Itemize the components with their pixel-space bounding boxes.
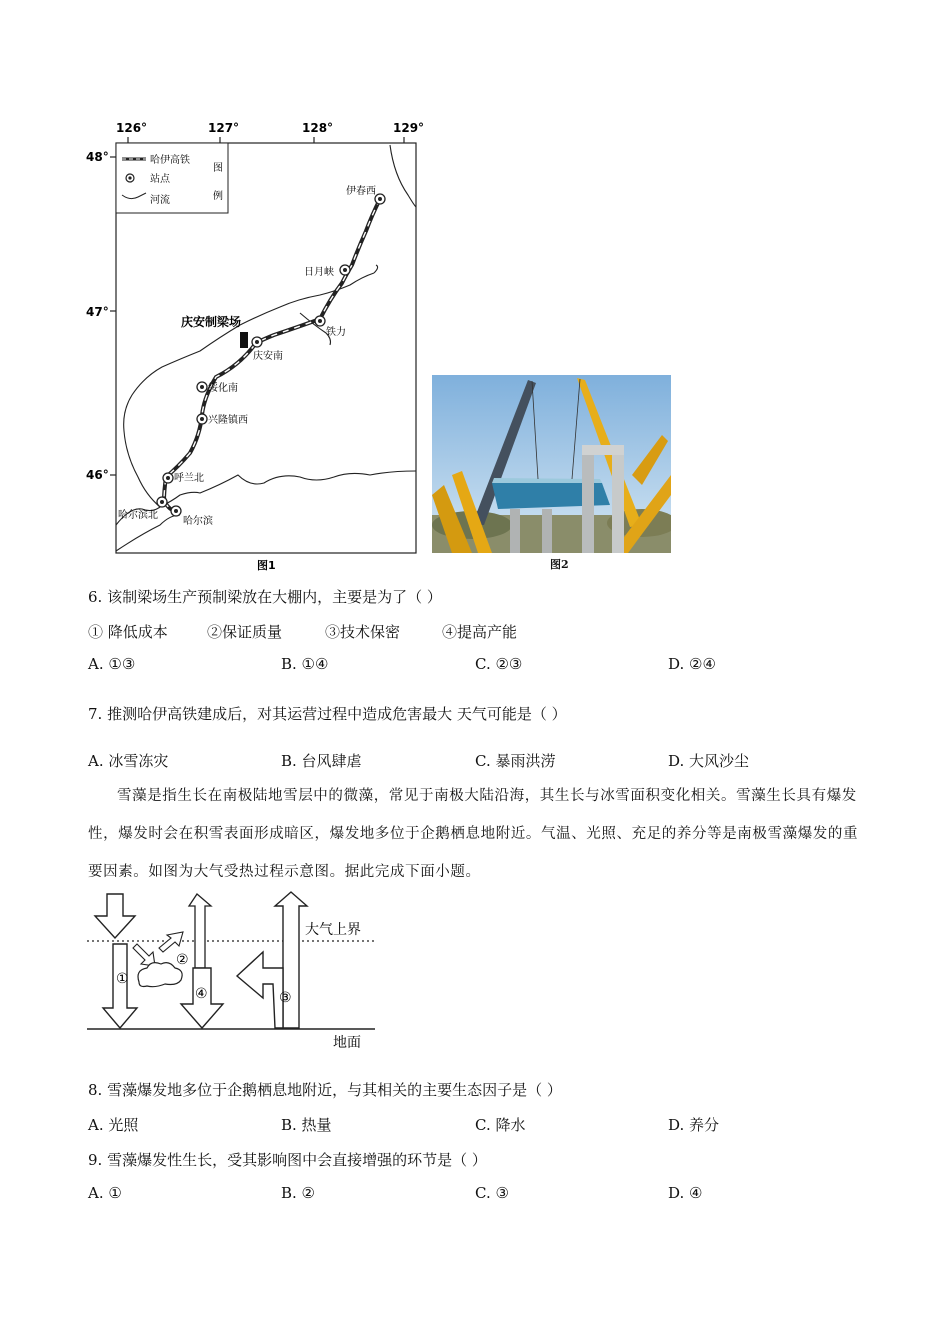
marker-1: ① (116, 971, 129, 987)
legend-station: 站点 (150, 174, 170, 185)
q9-option-d[interactable]: D. ④ (668, 1184, 703, 1202)
crane-photo (432, 375, 671, 553)
lat-tick-48: 48° (86, 150, 109, 164)
passage: 雪藻是指生长在南极陆地雪层中的微藻，常见于南极大陆沿海，其生长与冰雪面积变化相关。雪藻生长具有爆发性，爆发时会在积雪表面形成暗区，爆发地多位于企鹅栖息地附近。气温、光照、充足的养分等是南极雪藻爆发的重要因素。如图为大气受热过程示意图。据此完成下面小题。 (88, 788, 859, 880)
diagram-ground-label: 地面 (333, 1035, 361, 1051)
station-haerbin: 哈尔滨 (183, 516, 213, 527)
q6-item-1: ① 降低成本 (88, 623, 168, 641)
plant-label: 庆安制梁场 (181, 315, 242, 329)
q7-option-b[interactable]: B. 台风肆虐 (281, 752, 362, 770)
station-tieli: 铁力 (326, 327, 346, 338)
q6-option-d[interactable]: D. ②④ (668, 655, 716, 673)
q6-stem: 6. 该制梁场生产预制梁放在大棚内，主要是为了（ ） (88, 588, 442, 606)
q9-stem: 9. 雪藻爆发性生长，受其影响图中会直接增强的环节是（ ） (88, 1151, 487, 1169)
station-xinglongzhenxi: 兴隆镇西 (208, 415, 248, 426)
marker-3: ③ (279, 990, 292, 1006)
incoming-solar-arrow (95, 894, 135, 938)
fig1-caption: 图1 (257, 559, 276, 572)
station-haerbinbei: 哈尔滨北 (118, 510, 158, 521)
diagram-top-label: 大气上界 (305, 922, 361, 938)
station-qinganan: 庆安南 (253, 351, 283, 362)
q8-option-a[interactable]: A. 光照 (88, 1116, 139, 1134)
station-yichunxi: 伊春西 (346, 186, 376, 197)
station-riyuexia: 日月峡 (304, 267, 334, 278)
q7-option-a[interactable]: A. 冰雪冻灾 (88, 752, 169, 770)
lon-tick-126: 126° (116, 121, 148, 135)
lon-tick-127: 127° (208, 121, 240, 135)
station-hulanbei: 呼兰北 (174, 473, 204, 484)
legend-railway: 哈伊高铁 (150, 155, 190, 166)
arrow-3-branch (237, 952, 283, 1028)
q9-option-a[interactable]: A. ① (88, 1184, 122, 1202)
q6-item-4: ④提高产能 (442, 623, 518, 641)
q8-option-d[interactable]: D. 养分 (668, 1116, 720, 1134)
lon-tick-129: 129° (393, 121, 425, 135)
legend-li: 例 (213, 191, 223, 202)
plant-marker (240, 332, 248, 348)
q6-option-c[interactable]: C. ②③ (475, 655, 523, 673)
q7-option-d[interactable]: D. 大风沙尘 (668, 752, 750, 770)
q9-option-c[interactable]: C. ③ (475, 1184, 509, 1202)
q9-option-b[interactable]: B. ② (281, 1184, 316, 1202)
fig2-caption: 图2 (550, 558, 569, 571)
legend-river: 河流 (150, 195, 170, 206)
lat-tick-46: 46° (86, 468, 109, 482)
marker-4: ④ (195, 986, 208, 1002)
marker-2: ② (176, 952, 189, 968)
legend-tu: 图 (213, 163, 223, 174)
q8-option-c[interactable]: C. 降水 (475, 1116, 526, 1134)
q6-option-b[interactable]: B. ①④ (281, 655, 329, 673)
q7-stem: 7. 推测哈伊高铁建成后，对其运营过程中造成危害最大 天气可能是（ ） (88, 705, 567, 723)
q8-stem: 8. 雪藻爆发地多位于企鹅栖息地附近，与其相关的主要生态因子是（ ） (88, 1081, 562, 1099)
railway-map (80, 115, 425, 575)
lat-tick-47: 47° (86, 305, 109, 319)
station-suihuanan: 绥化南 (208, 383, 238, 394)
q6-item-2: ②保证质量 (207, 623, 283, 641)
q8-option-b[interactable]: B. 热量 (281, 1116, 332, 1134)
arrow-4-up (189, 894, 211, 968)
heating-diagram (85, 890, 380, 1055)
q7-option-c[interactable]: C. 暴雨洪涝 (475, 752, 556, 770)
lon-tick-128: 128° (302, 121, 334, 135)
q6-item-3: ③技术保密 (325, 623, 401, 641)
q6-option-a[interactable]: A. ①③ (88, 655, 136, 673)
